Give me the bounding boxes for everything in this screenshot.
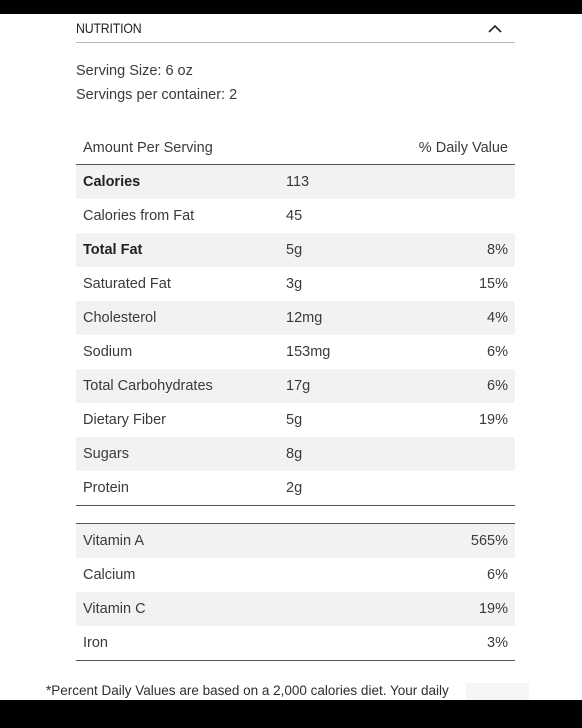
nutrient-name: Sugars [76,437,286,471]
nutrient-name: Total Carbohydrates [76,369,286,403]
nutrient-dv: 8% [406,233,515,267]
table-row [76,471,515,506]
table-row [76,199,515,233]
vitamin-name: Vitamin A [76,524,345,558]
bottom-edge [0,700,582,728]
table-row [76,301,515,335]
vitamin-dv: 3% [345,626,515,661]
nutrition-panel [76,14,515,661]
header-daily-value: % Daily Value [406,131,515,165]
nutrient-amount: 2g [286,471,406,506]
chevron-up-icon[interactable] [485,18,505,38]
nutrient-amount: 113 [286,165,406,200]
top-edge [0,0,582,14]
table-row [76,403,515,437]
section-title: NUTRITION [76,20,142,36]
nutrient-dv [406,471,515,506]
serving-size: Serving Size: 6 oz [76,63,193,79]
servings-per-container: Servings per container: 2 [76,87,238,103]
table-row [76,437,515,471]
serving-info [76,59,515,107]
nutrient-amount: 8g [286,437,406,471]
nutrient-name: Saturated Fat [83,276,171,292]
nutrient-dv [406,437,515,471]
nutrient-amount: 17g [286,369,406,403]
table-row [76,267,515,301]
vitamin-name: Vitamin C [76,592,345,626]
table-row [76,626,515,661]
nutrient-name: Dietary Fiber [83,412,166,428]
nutrient-dv [406,165,515,200]
faded-overlay [466,683,529,700]
daily-value-footnote: *Percent Daily Values are based on a 2,000 calories diet. Your daily [46,683,449,698]
nutrient-amount: 3g [286,276,303,292]
nutrient-amount: 153mg [286,344,331,360]
nutrition-table [76,131,515,506]
vitamin-name: Iron [76,626,345,661]
header-amount: Amount Per Serving [76,131,286,165]
table-row [76,524,515,558]
table-row [76,558,515,592]
nutrient-amount: 12mg [286,301,406,335]
nutrient-dv: 15% [478,276,508,292]
table-row [76,369,515,403]
nutrient-name: Total Fat [76,233,286,267]
nutrient-name: Sodium [83,344,133,360]
section-divider [76,506,515,524]
vitamin-dv: 6% [487,567,508,583]
vitamin-dv: 565% [345,524,515,558]
nutrient-name: Cholesterol [76,301,286,335]
nutrient-amount: 5g [286,412,303,428]
nutrient-dv [406,199,515,233]
vitamin-dv: 19% [345,592,515,626]
nutrient-dv: 6% [406,369,515,403]
table-row [76,233,515,267]
vitamin-name: Calcium [83,567,136,583]
table-row [76,592,515,626]
nutrient-dv: 6% [487,344,508,360]
table-row [76,165,515,200]
nutrient-dv: 19% [478,412,508,428]
table-row [76,335,515,369]
nutrient-dv: 4% [406,301,515,335]
table-header-row [76,131,515,165]
vitamins-table [76,524,515,661]
nutrition-header[interactable] [76,14,515,43]
nutrient-name: Calories [76,165,286,200]
nutrient-amount: 5g [286,233,406,267]
nutrient-name: Calories from Fat [83,208,195,224]
nutrient-name: Protein [76,471,286,506]
nutrient-amount: 45 [286,208,303,224]
